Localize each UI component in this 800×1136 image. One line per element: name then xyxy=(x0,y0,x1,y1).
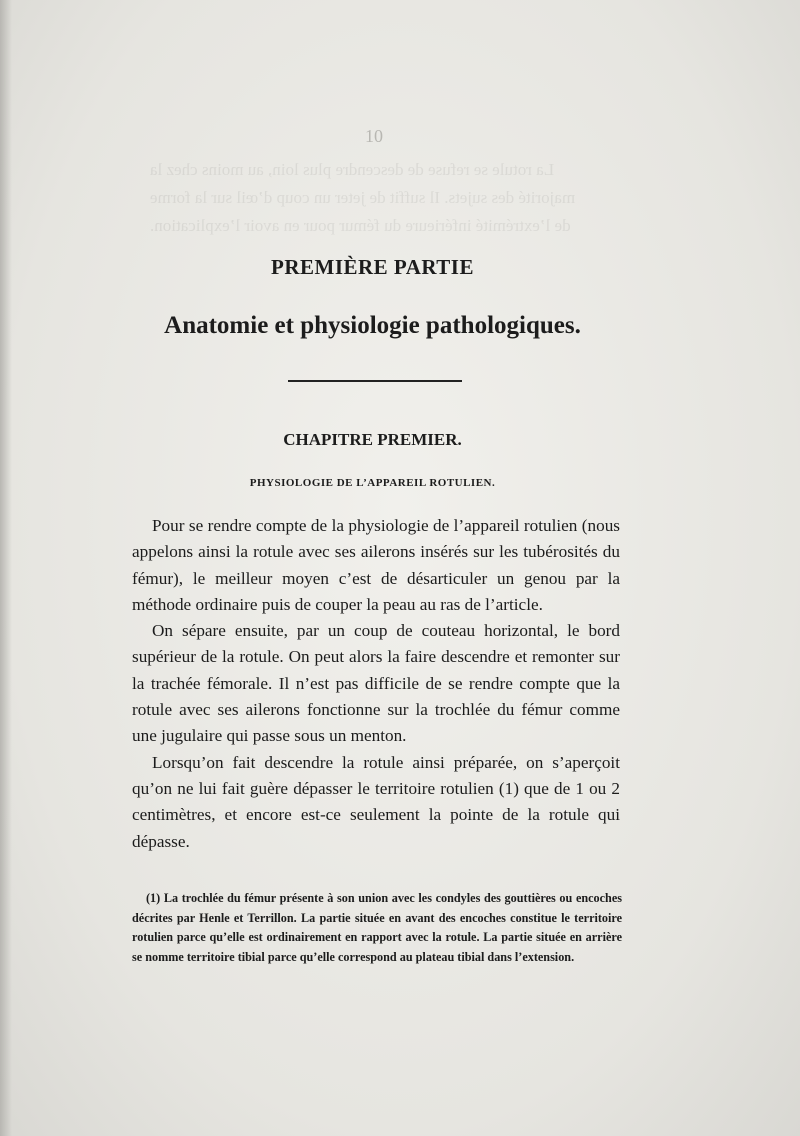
page-number: 10 xyxy=(365,126,383,146)
footnote xyxy=(132,889,622,967)
section-title: PHYSIOLOGIE DE L’APPAREIL ROTULIEN. xyxy=(249,477,496,489)
paragraph: Lorsqu’on fait descendre la rotule ainsi préparée, on s’aperçoit qu’on ne lui fait guère dépasser le territoire rotulien (1) que de 1 ou 2 centimètres, et encore est-ce seulement la pointe de la rotule qui dépasse. xyxy=(132,752,620,851)
paragraph: Pour se rendre compte de la physiologie de l’appareil rotulien (nous appelons ainsi la rotule avec ses ailerons insérés sur les tubérosités du fémur), le meilleur moyen c’est de désarticuler un genou par la méthode ordinaire puis de couper la peau au ras de l’article. xyxy=(132,516,620,614)
body-text xyxy=(132,513,620,855)
part-title: PREMIÈRE PARTIE xyxy=(271,255,474,279)
chapter-title: CHAPITRE PREMIER. xyxy=(283,430,462,449)
page-edge-shadow xyxy=(0,0,12,1136)
paragraph: On sépare ensuite, par un coup de couteau horizontal, le bord supérieur de la rotule. On peut alors la faire descendre et remonter sur la trachée fémorale. Il n’est pas difficile de se rendre compte que la rotule avec ses ailerons fonctionne sur la trochlée du fémur comme une jugulaire qui passe sous un menton. xyxy=(132,621,620,746)
part-subtitle: Anatomie et physiologie pathologiques. xyxy=(164,312,581,339)
divider-rule xyxy=(288,380,462,382)
bleed-through-text: de l’extrémité inférieure du fémur pour en avoir l’explication. xyxy=(150,216,571,235)
footnote-text: (1) La trochlée du fémur présente à son union avec les condyles des gouttières ou encoches décrites par Henle et Terrillon. La partie située en avant des encoches constitue le territoire rotulien parce qu’elle est ordinairement en rapport avec la rotule. La partie située en arrière se nomme territoire tibial parce qu’elle correspond au plateau tibial dans l’extension. xyxy=(132,891,622,964)
bleed-through-text: La rotule se refuse de descendre plus loin, au moins chez la xyxy=(150,160,555,179)
bleed-through-text: majorité des sujets. Il suffit de jeter un coup d’œil sur la forme xyxy=(150,188,576,207)
